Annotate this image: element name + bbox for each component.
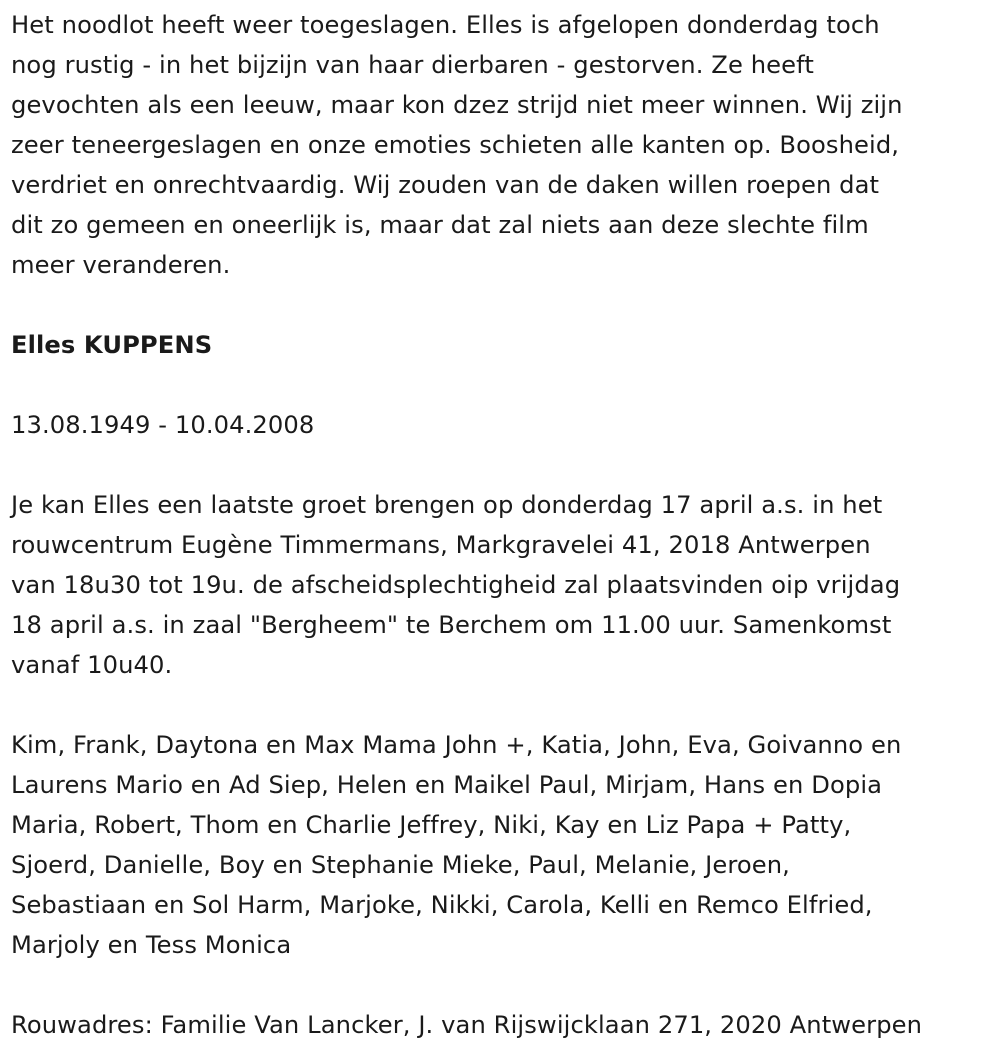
- spacer: [11, 285, 990, 325]
- mourning-address: Rouwadres: Familie Van Lancker, J. van Rijswijcklaan 271, 2020 Antwerpen: [11, 1011, 923, 1039]
- family-paragraph: Kim, Frank, Daytona en Max Mama John +, Katia, John, Eva, Goivanno en Laurens Mario en Ad Siep, Helen en Maikel Paul, Mirjam, Hans en Dopia Maria, Robert, Thom en Charlie Jeffrey, Niki, Kay en Liz Papa + Patty, Sjoerd, Danielle, Boy en Stephanie Mieke, Paul, Melanie, Jeroen, Sebastiaan en Sol Harm, Marjoke, Nikki, Carola, Kelli en Remco Elfried, Marjoly en Tess Monica: [11, 731, 902, 959]
- spacer: [11, 685, 990, 725]
- spacer: [11, 445, 990, 485]
- spacer: [11, 965, 990, 1005]
- intro-paragraph: Het noodlot heeft weer toegeslagen. Elles is afgelopen donderdag toch nog rustig - in het bijzijn van haar dierbaren - gestorven. Ze heeft gevochten als een leeuw, maar kon dzez strijd niet meer winnen. Wij zijn zeer teneergeslagen en onze emoties schieten alle kanten op. Boosheid, verdriet en onrechtvaardig. Wij zouden van de daken willen roepen dat dit zo gemeen en oneerlijk is, maar dat zal niets aan deze slechte film meer veranderen.: [11, 11, 903, 279]
- ceremony-paragraph: Je kan Elles een laatste groet brengen op donderdag 17 april a.s. in het rouwcentrum Eugène Timmermans, Markgravelei 41, 2018 Antwerpen van 18u30 tot 19u. de afscheidsplechtigheid zal plaatsvinden oip vrijdag 18 april a.s. in zaal "Bergheem" te Berchem om 11.00 uur. Samenkomst vanaf 10u40.: [11, 491, 901, 679]
- life-dates: 13.08.1949 - 10.04.2008: [11, 411, 315, 439]
- spacer: [11, 365, 990, 405]
- deceased-name: Elles KUPPENS: [11, 331, 213, 359]
